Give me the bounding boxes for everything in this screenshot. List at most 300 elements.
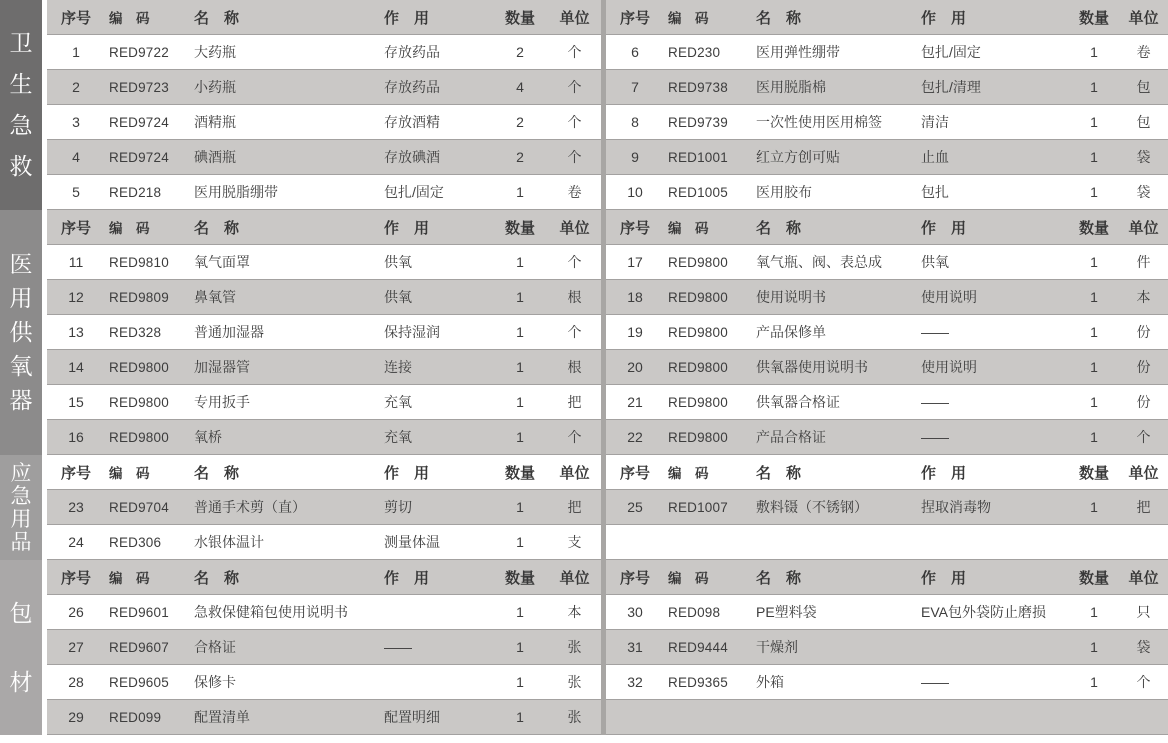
- cell-unit: 把: [567, 394, 582, 410]
- header-qty: 数量: [504, 464, 535, 482]
- cell-qty: 1: [516, 534, 524, 550]
- cell-unit: 个: [567, 79, 582, 95]
- cell-name: 供氧器使用说明书: [756, 359, 868, 375]
- cell-name: 水银体温计: [194, 534, 264, 550]
- cell-qty: 1: [1090, 604, 1098, 620]
- table-row: [606, 420, 1168, 455]
- header-unit: 单位: [559, 464, 590, 482]
- table-row: [47, 700, 601, 735]
- cell-name: 配置清单: [194, 709, 250, 725]
- cell-qty: 1: [1090, 79, 1098, 95]
- cell-unit: 袋: [1136, 184, 1151, 200]
- table-row: [606, 140, 1168, 175]
- cell-qty: 1: [516, 639, 524, 655]
- header-code: 编 码: [668, 466, 709, 481]
- cell-no: 4: [72, 149, 80, 165]
- cell-qty: 2: [516, 149, 524, 165]
- cell-use: ——: [921, 674, 949, 690]
- cell-unit: 把: [1136, 499, 1151, 515]
- header-unit: 单位: [559, 9, 590, 27]
- cell-code: RED9365: [668, 674, 728, 690]
- sidebar-category-4: [0, 560, 42, 735]
- table-row: [47, 70, 601, 105]
- cell-qty: 1: [516, 254, 524, 270]
- cell-use: EVA包外袋防止磨损: [921, 604, 1046, 620]
- cell-qty: 1: [1090, 254, 1098, 270]
- cell-qty: 1: [1090, 429, 1098, 445]
- table-row: [606, 700, 1168, 735]
- cell-code: RED9800: [109, 394, 169, 410]
- cell-name: 酒精瓶: [194, 114, 236, 130]
- cell-qty: 1: [516, 499, 524, 515]
- table-row: [47, 245, 601, 280]
- table-header-row: [47, 0, 601, 35]
- cell-use: 包扎: [921, 184, 949, 200]
- cell-no: 22: [627, 429, 643, 445]
- header-use: 作 用: [921, 219, 967, 237]
- header-name: 名 称: [756, 9, 802, 27]
- cell-unit: 张: [567, 639, 582, 655]
- cell-code: RED9739: [668, 114, 728, 130]
- cell-name: 产品合格证: [756, 429, 826, 445]
- cell-code: RED9809: [109, 289, 169, 305]
- header-unit: 单位: [1128, 464, 1159, 482]
- table-header-row: [47, 210, 601, 245]
- cell-no: 9: [631, 149, 639, 165]
- header-no: 序号: [619, 569, 650, 587]
- cell-use: 包扎/固定: [921, 44, 981, 60]
- cell-qty: 1: [516, 429, 524, 445]
- table-row: [606, 70, 1168, 105]
- cell-unit: 份: [1136, 324, 1151, 340]
- spec-tables: [47, 0, 1168, 735]
- cell-code: RED218: [109, 184, 162, 200]
- cell-no: 16: [68, 429, 84, 445]
- table-row: [47, 525, 601, 560]
- table-row: [47, 175, 601, 210]
- table-row: [47, 665, 601, 700]
- spec-table-right: [606, 0, 1168, 735]
- table-header-row: [606, 560, 1168, 595]
- cell-code: RED328: [109, 324, 162, 340]
- category-char: 急: [9, 112, 33, 138]
- cell-code: RED9601: [109, 604, 169, 620]
- cell-unit: 个: [1136, 674, 1151, 690]
- cell-no: 7: [631, 79, 639, 95]
- cell-name: 供氧器合格证: [756, 394, 840, 410]
- cell-qty: 1: [1090, 324, 1098, 340]
- cell-qty: 1: [1090, 639, 1098, 655]
- table-row: [47, 385, 601, 420]
- cell-no: 21: [627, 394, 643, 410]
- header-use: 作 用: [384, 219, 430, 237]
- table-row: [47, 35, 601, 70]
- table-row: [606, 490, 1168, 525]
- cell-unit: 份: [1136, 394, 1151, 410]
- cell-qty: 1: [516, 184, 524, 200]
- header-unit: 单位: [1128, 569, 1159, 587]
- cell-no: 32: [627, 674, 643, 690]
- cell-name: 医用弹性绷带: [756, 44, 840, 60]
- header-qty: 数量: [1078, 219, 1109, 237]
- cell-use: 包扎/清理: [921, 79, 981, 95]
- table-row: [47, 420, 601, 455]
- cell-no: 24: [68, 534, 84, 550]
- cell-unit: 张: [567, 674, 582, 690]
- cell-no: 19: [627, 324, 643, 340]
- cell-no: 23: [68, 499, 84, 515]
- cell-unit: 件: [1136, 254, 1151, 270]
- cell-code: RED1007: [668, 499, 728, 515]
- cell-code: RED306: [109, 534, 162, 550]
- cell-name: 医用胶布: [756, 184, 812, 200]
- category-char: 急: [10, 484, 32, 508]
- cell-no: 5: [72, 184, 80, 200]
- cell-use: 供氧: [921, 254, 949, 270]
- cell-no: 17: [627, 254, 643, 270]
- cell-code: RED099: [109, 709, 162, 725]
- table-header-row: [606, 455, 1168, 490]
- cell-qty: 1: [516, 709, 524, 725]
- cell-no: 12: [68, 289, 84, 305]
- table-header-row: [47, 455, 601, 490]
- cell-use: 止血: [921, 149, 949, 165]
- cell-code: RED9444: [668, 639, 728, 655]
- cell-no: 11: [68, 254, 84, 270]
- cell-no: 14: [68, 359, 84, 375]
- sidebar-category-2: [0, 210, 42, 455]
- cell-name: 鼻氧管: [194, 289, 236, 305]
- cell-use: ——: [921, 394, 949, 410]
- header-name: 名 称: [194, 464, 240, 482]
- cell-name: 氧气瓶、阀、表总成: [756, 254, 882, 270]
- cell-use: 测量体温: [384, 534, 440, 550]
- cell-code: RED9800: [109, 359, 169, 375]
- cell-unit: 个: [567, 149, 582, 165]
- cell-code: RED9722: [109, 44, 169, 60]
- cell-qty: 1: [1090, 394, 1098, 410]
- cell-qty: 1: [1090, 499, 1098, 515]
- cell-no: 8: [631, 114, 639, 130]
- cell-code: RED9738: [668, 79, 728, 95]
- header-use: 作 用: [921, 9, 967, 27]
- cell-name: 专用扳手: [194, 394, 250, 410]
- cell-unit: 个: [567, 254, 582, 270]
- cell-qty: 2: [516, 44, 524, 60]
- category-char: 品: [10, 530, 32, 554]
- cell-name: 合格证: [194, 639, 236, 655]
- cell-code: RED9810: [109, 254, 169, 270]
- cell-name: PE塑料袋: [756, 604, 817, 620]
- category-char: 救: [9, 153, 33, 179]
- cell-qty: 4: [516, 79, 524, 95]
- table-row: [606, 175, 1168, 210]
- cell-use: 捏取消毒物: [921, 499, 991, 515]
- table-row: [606, 525, 1168, 560]
- cell-unit: 卷: [567, 184, 582, 200]
- cell-qty: 1: [516, 674, 524, 690]
- cell-unit: 包: [1136, 79, 1151, 95]
- category-char: 用: [9, 285, 33, 311]
- cell-name: 普通加湿器: [194, 324, 264, 340]
- cell-use: ——: [921, 324, 949, 340]
- cell-unit: 袋: [1136, 149, 1151, 165]
- cell-name: 医用脱脂棉: [756, 79, 826, 95]
- cell-unit: 本: [1136, 289, 1151, 305]
- cell-no: 30: [627, 604, 643, 620]
- header-unit: 单位: [1128, 219, 1159, 237]
- table-row: [47, 490, 601, 525]
- cell-no: 28: [68, 674, 84, 690]
- cell-no: 13: [68, 324, 84, 340]
- cell-code: RED9704: [109, 499, 169, 515]
- header-code: 编 码: [668, 11, 709, 26]
- cell-code: RED9800: [668, 429, 728, 445]
- header-no: 序号: [619, 464, 650, 482]
- header-name: 名 称: [756, 219, 802, 237]
- cell-code: RED9607: [109, 639, 169, 655]
- cell-qty: 1: [516, 289, 524, 305]
- cell-qty: 1: [1090, 44, 1098, 60]
- cell-use: 供氧: [384, 289, 412, 305]
- header-qty: 数量: [1078, 569, 1109, 587]
- cell-qty: 1: [1090, 674, 1098, 690]
- cell-use: 使用说明: [921, 289, 977, 305]
- cell-unit: 份: [1136, 359, 1151, 375]
- cell-no: 25: [627, 499, 643, 515]
- table-row: [47, 595, 601, 630]
- cell-name: 普通手术剪（直）: [194, 499, 306, 515]
- cell-code: RED9800: [668, 394, 728, 410]
- header-use: 作 用: [384, 464, 430, 482]
- header-qty: 数量: [504, 9, 535, 27]
- cell-name: 大药瓶: [194, 44, 236, 60]
- cell-no: 26: [68, 604, 84, 620]
- header-code: 编 码: [668, 221, 709, 236]
- cell-qty: 1: [1090, 114, 1098, 130]
- cell-no: 6: [631, 44, 639, 60]
- cell-code: RED9723: [109, 79, 169, 95]
- table-row: [606, 105, 1168, 140]
- header-use: 作 用: [384, 9, 430, 27]
- category-char: 供: [9, 319, 33, 345]
- cell-code: RED9605: [109, 674, 169, 690]
- header-unit: 单位: [559, 219, 590, 237]
- cell-code: RED9800: [668, 254, 728, 270]
- cell-no: 29: [68, 709, 84, 725]
- cell-use: 存放药品: [384, 44, 440, 60]
- cell-unit: 把: [567, 499, 582, 515]
- cell-unit: 支: [567, 534, 582, 550]
- cell-unit: 个: [567, 114, 582, 130]
- table-row: [606, 385, 1168, 420]
- category-char: 包: [9, 599, 33, 626]
- cell-name: 碘酒瓶: [194, 149, 236, 165]
- cell-no: 31: [627, 639, 643, 655]
- cell-qty: 2: [516, 114, 524, 130]
- table-row: [47, 280, 601, 315]
- cell-use: 配置明细: [384, 709, 440, 725]
- header-no: 序号: [60, 9, 91, 27]
- header-name: 名 称: [194, 219, 240, 237]
- header-code: 编 码: [109, 571, 150, 586]
- cell-use: ——: [384, 639, 412, 655]
- cell-code: RED1001: [668, 149, 728, 165]
- cell-name: 急救保健箱包使用说明书: [194, 604, 348, 620]
- table-row: [47, 140, 601, 175]
- cell-name: 一次性使用医用棉签: [756, 114, 882, 130]
- table-row: [606, 595, 1168, 630]
- cell-unit: 张: [567, 709, 582, 725]
- cell-unit: 只: [1136, 604, 1151, 620]
- header-no: 序号: [60, 219, 91, 237]
- header-code: 编 码: [668, 571, 709, 586]
- table-row: [47, 350, 601, 385]
- cell-qty: 1: [1090, 359, 1098, 375]
- cell-code: RED9800: [668, 324, 728, 340]
- category-sidebar: [0, 0, 42, 735]
- spec-table-left: [47, 0, 601, 735]
- cell-code: RED1005: [668, 184, 728, 200]
- cell-use: 连接: [384, 359, 412, 375]
- category-char: 器: [9, 387, 33, 413]
- category-char: 氧: [9, 353, 33, 379]
- cell-unit: 本: [567, 604, 582, 620]
- cell-qty: 1: [516, 394, 524, 410]
- header-qty: 数量: [1078, 464, 1109, 482]
- category-char: 应: [10, 461, 32, 485]
- table-row: [606, 280, 1168, 315]
- cell-name: 加湿器管: [194, 359, 250, 375]
- cell-code: RED9800: [109, 429, 169, 445]
- header-code: 编 码: [109, 221, 150, 236]
- cell-name: 氧气面罩: [194, 254, 250, 270]
- header-no: 序号: [60, 464, 91, 482]
- cell-unit: 个: [567, 324, 582, 340]
- table-row: [47, 630, 601, 665]
- cell-use: 存放酒精: [384, 114, 440, 130]
- header-use: 作 用: [384, 569, 430, 587]
- cell-no: 10: [627, 184, 643, 200]
- cell-unit: 袋: [1136, 639, 1151, 655]
- cell-name: 医用脱脂绷带: [194, 184, 278, 200]
- cell-name: 红立方创可贴: [756, 149, 840, 165]
- cell-use: ——: [921, 429, 949, 445]
- table-row: [606, 315, 1168, 350]
- header-code: 编 码: [109, 11, 150, 26]
- header-qty: 数量: [504, 219, 535, 237]
- cell-code: RED9724: [109, 149, 169, 165]
- cell-qty: 1: [516, 324, 524, 340]
- cell-qty: 1: [1090, 289, 1098, 305]
- header-unit: 单位: [1128, 9, 1159, 27]
- table-row: [606, 630, 1168, 665]
- cell-use: 存放碘酒: [384, 149, 440, 165]
- cell-use: 使用说明: [921, 359, 977, 375]
- table-row: [606, 665, 1168, 700]
- cell-name: 小药瓶: [194, 79, 236, 95]
- cell-name: 外箱: [756, 674, 784, 690]
- header-name: 名 称: [194, 9, 240, 27]
- header-qty: 数量: [1078, 9, 1109, 27]
- cell-no: 3: [72, 114, 80, 130]
- cell-use: 剪切: [384, 499, 412, 515]
- cell-name: 敷料镊（不锈钢）: [756, 499, 868, 515]
- cell-use: 保持湿润: [384, 324, 440, 340]
- cell-use: 充氧: [384, 394, 412, 410]
- cell-use: 包扎/固定: [384, 184, 444, 200]
- header-qty: 数量: [504, 569, 535, 587]
- cell-name: 保修卡: [194, 674, 236, 690]
- cell-use: 存放药品: [384, 79, 440, 95]
- category-char: 用: [10, 507, 32, 531]
- table-header-row: [606, 0, 1168, 35]
- sidebar-category-1: [0, 0, 42, 210]
- cell-name: 干燥剂: [756, 639, 798, 655]
- cell-no: 27: [68, 639, 84, 655]
- cell-use: 充氧: [384, 429, 412, 445]
- cell-unit: 个: [567, 429, 582, 445]
- cell-code: RED9724: [109, 114, 169, 130]
- table-row: [606, 35, 1168, 70]
- sidebar-category-3: [0, 455, 42, 560]
- cell-code: RED9800: [668, 359, 728, 375]
- header-code: 编 码: [109, 466, 150, 481]
- cell-code: RED098: [668, 604, 721, 620]
- cell-qty: 1: [1090, 184, 1098, 200]
- table-row: [606, 350, 1168, 385]
- cell-no: 1: [72, 44, 80, 60]
- header-unit: 单位: [559, 569, 590, 587]
- cell-name: 产品保修单: [756, 324, 826, 340]
- category-char: 卫: [9, 30, 33, 56]
- table-header-row: [47, 560, 601, 595]
- cell-use: 供氧: [384, 254, 412, 270]
- cell-qty: 1: [516, 604, 524, 620]
- cell-unit: 个: [567, 44, 582, 60]
- header-name: 名 称: [194, 569, 240, 587]
- header-no: 序号: [60, 569, 91, 587]
- cell-name: 氧桥: [194, 429, 222, 445]
- cell-unit: 个: [1136, 429, 1151, 445]
- category-char: 生: [9, 71, 33, 97]
- header-name: 名 称: [756, 569, 802, 587]
- cell-unit: 根: [567, 289, 582, 305]
- header-use: 作 用: [921, 464, 967, 482]
- category-char: 材: [9, 668, 33, 695]
- cell-code: RED230: [668, 44, 721, 60]
- cell-no: 2: [72, 79, 80, 95]
- header-no: 序号: [619, 219, 650, 237]
- cell-unit: 包: [1136, 114, 1151, 130]
- table-row: [47, 105, 601, 140]
- table-row: [606, 245, 1168, 280]
- cell-no: 15: [68, 394, 84, 410]
- table-header-row: [606, 210, 1168, 245]
- header-use: 作 用: [921, 569, 967, 587]
- cell-qty: 1: [1090, 149, 1098, 165]
- header-name: 名 称: [756, 464, 802, 482]
- category-char: 医: [9, 251, 33, 277]
- cell-name: 使用说明书: [756, 289, 826, 305]
- cell-unit: 卷: [1136, 44, 1151, 60]
- cell-unit: 根: [567, 359, 582, 375]
- cell-code: RED9800: [668, 289, 728, 305]
- table-row: [47, 315, 601, 350]
- cell-qty: 1: [516, 359, 524, 375]
- cell-no: 18: [627, 289, 643, 305]
- cell-no: 20: [627, 359, 643, 375]
